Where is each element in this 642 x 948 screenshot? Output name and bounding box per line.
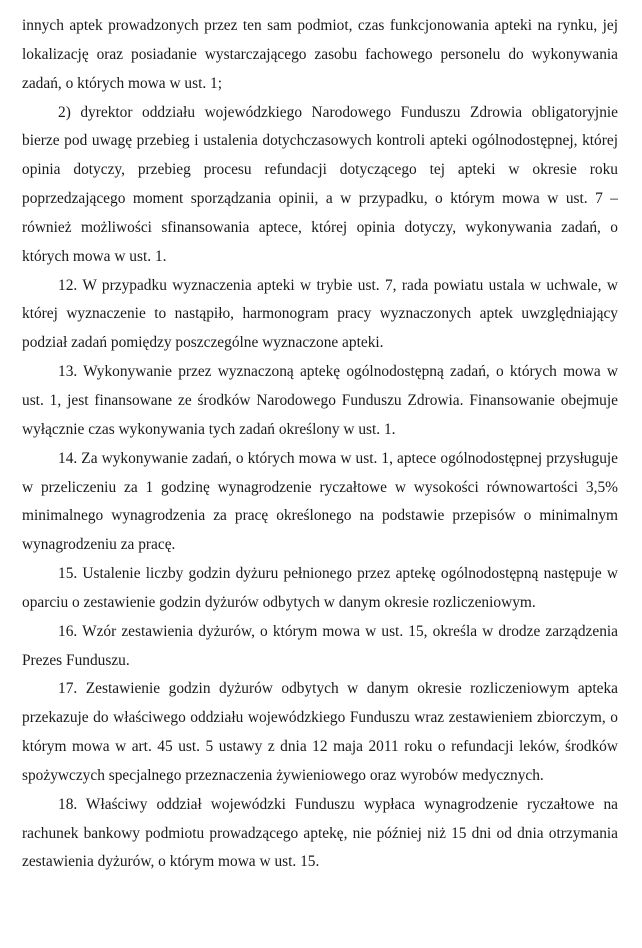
paragraph-point-2: 2) dyrektor oddziału wojewódzkiego Narodowego Funduszu Zdrowia obligatoryjnie bierze pod uwagę przebieg i ustalenia dotychczasowych kontroli apteki ogólnodostępnej, której opinia dotyczy, przebieg procesu refundacji dotyczącego tej apteki w okresie roku poprzedzającego moment sporządzania opinii, a w przypadku, o którym mowa w ust. 7 – również możliwości sfinansowania aptece, której opinia dotyczy, wykonywania zadań, o których mowa w ust. 1. <box>22 103 618 265</box>
paragraph-ust-18: 18. Właściwy oddział wojewódzki Funduszu wypłaca wynagrodzenie ryczałtowe na rachunek bankowy podmiotu prowadzącego aptekę, nie później niż 15 dni od dnia otrzymania zestawienia dyżurów, o którym mowa w ust. 15. <box>22 795 618 871</box>
paragraph-ust-12: 12. W przypadku wyznaczenia apteki w trybie ust. 7, rada powiatu ustala w uchwale, w której wyznaczenie to nastąpiło, harmonogram pracy wyznaczonych aptek uwzględniający podział zadań pomiędzy poszczególne wyznaczone apteki. <box>22 276 618 352</box>
document-page <box>22 12 618 877</box>
paragraph-ust-15: 15. Ustalenie liczby godzin dyżuru pełnionego przez aptekę ogólnodostępną następuje w oparciu o zestawienie godzin dyżurów odbytych w danym okresie rozliczeniowym. <box>22 565 618 611</box>
paragraph-ust-16: 16. Wzór zestawienia dyżurów, o którym mowa w ust. 15, określa w drodze zarządzenia Prezes Funduszu. <box>22 622 618 669</box>
paragraph-continuation: innych aptek prowadzonych przez ten sam podmiot, czas funkcjonowania apteki na rynku, jej lokalizację oraz posiadanie wystarczającego zasobu fachowego personelu do wykonywania zadań, o których mowa w ust. 1; <box>22 17 618 92</box>
paragraph-ust-17: 17. Zestawienie godzin dyżurów odbytych w danym okresie rozliczeniowym apteka przekazuje do właściwego oddziału wojewódzkiego Funduszu wraz zestawieniem zbiorczym, o którym mowa w art. 45 ust. 5 ustawy z dnia 12 maja 2011 roku o refundacji leków, środków spożywczych specjalnego przeznaczenia żywieniowego oraz wyrobów medycznych. <box>22 680 618 784</box>
paragraph-ust-14: 14. Za wykonywanie zadań, o których mowa w ust. 1, aptece ogólnodostępnej przysługuje w przeliczeniu za 1 godzinę wynagrodzenie ryczałtowe w wysokości równowartości 3,5% minimalnego wynagrodzenia za pracę określonego na podstawie przepisów o minimalnym wynagrodzeniu za pracę. <box>22 449 618 554</box>
paragraph-ust-13: 13. Wykonywanie przez wyznaczoną aptekę ogólnodostępną zadań, o których mowa w ust. 1, jest finansowane ze środków Narodowego Funduszu Zdrowia. Finansowanie obejmuje wyłącznie czas wykonywania tych zadań określony w ust. 1. <box>22 363 618 438</box>
